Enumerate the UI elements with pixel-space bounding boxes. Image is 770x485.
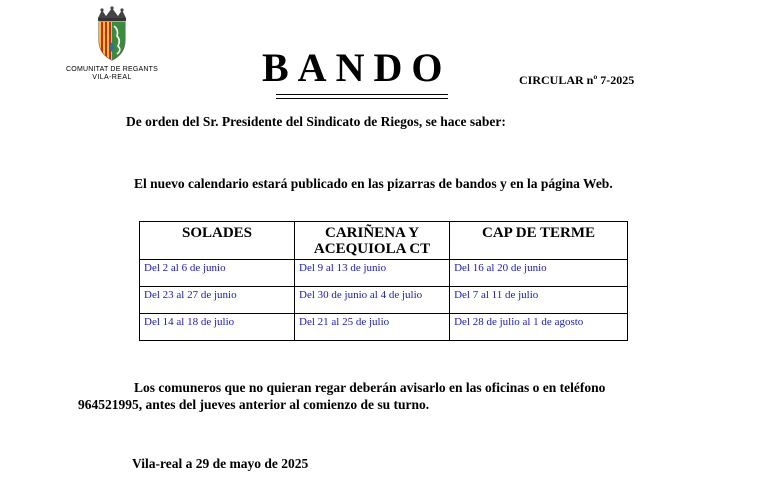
document-title: BANDO: [262, 45, 452, 90]
circular-number: CIRCULAR nº 7-2025: [519, 73, 635, 87]
table-cell: Del 23 al 27 de junio: [140, 287, 295, 314]
column-header-carinena: CARIÑENA Y ACEQUIOLA CT: [295, 222, 450, 260]
table-cell: Del 21 al 25 de julio: [295, 314, 450, 341]
coat-of-arms-icon: [88, 6, 136, 64]
table-cell: Del 9 al 13 de junio: [295, 260, 450, 287]
table-row: [140, 314, 628, 341]
logo: [60, 6, 164, 81]
closing-paragraph-line-1: Los comuneros que no quieran regar deberán avisarlo en las oficinas o en teléfono: [134, 380, 606, 395]
table-row: [140, 287, 628, 314]
table-cell: Del 28 de julio al 1 de agosto: [450, 314, 628, 341]
table-cell: Del 2 al 6 de junio: [140, 260, 295, 287]
column-header-cap-de-terme: CAP DE TERME: [450, 222, 628, 260]
closing-paragraph-line-2: 964521995, antes del jueves anterior al comienzo de su turno.: [78, 397, 430, 412]
signature-date: Vila-real a 29 de mayo de 2025: [132, 456, 309, 471]
intro-paragraph: De orden del Sr. Presidente del Sindicato de Riegos, se hace saber:: [126, 114, 506, 129]
table-cell: Del 30 de junio al 4 de julio: [295, 287, 450, 314]
table-row: [140, 260, 628, 287]
table-header-row: [140, 222, 628, 260]
notice-paragraph: El nuevo calendario estará publicado en las pizarras de bandos y en la página Web.: [134, 176, 613, 191]
table-cell: Del 7 al 11 de julio: [450, 287, 628, 314]
logo-city-name: VILA-REAL: [92, 74, 132, 81]
column-header-solades: SOLADES: [140, 222, 295, 260]
table-cell: Del 14 al 18 de julio: [140, 314, 295, 341]
title-underline: [276, 94, 448, 99]
logo-organization-name: COMUNITAT DE REGANTS: [66, 66, 158, 73]
irrigation-calendar-table: [139, 221, 628, 341]
table-cell: Del 16 al 20 de junio: [450, 260, 628, 287]
